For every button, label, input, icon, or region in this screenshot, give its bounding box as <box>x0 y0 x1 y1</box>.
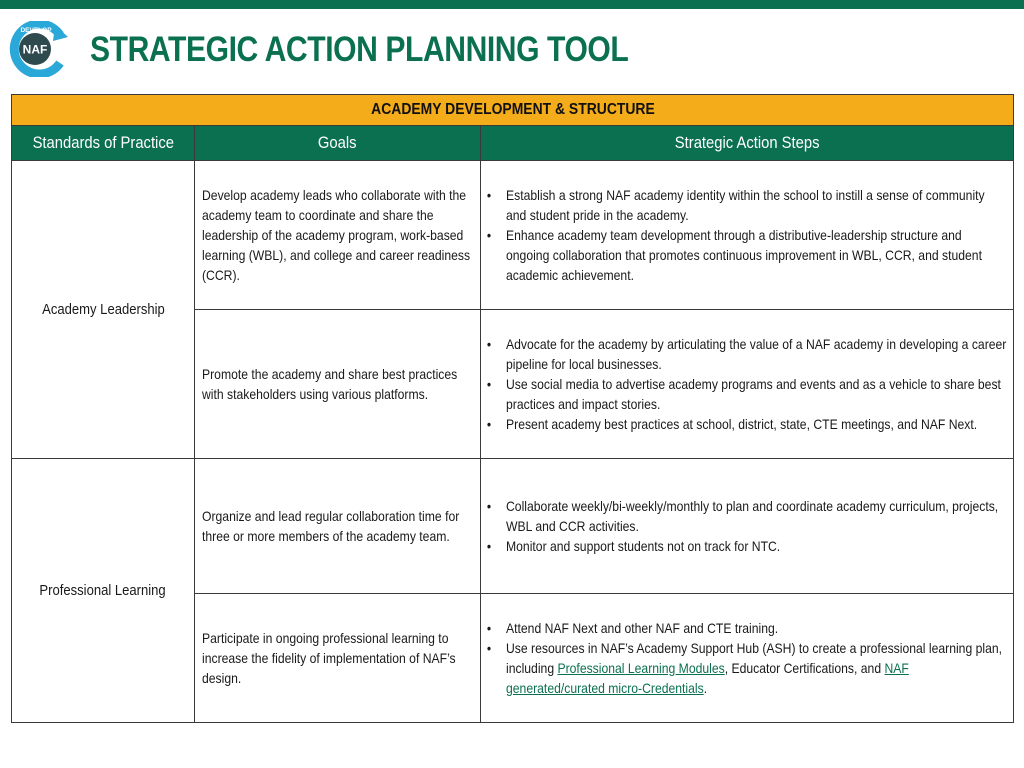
goal-cell: Participate in ongoing professional learning to increase the fidelity of implementation of NAF’s design. <box>195 594 481 723</box>
page-title: STRATEGIC ACTION PLANNING TOOL <box>90 30 629 69</box>
column-header-standards: Standards of Practice <box>12 126 195 161</box>
table-row <box>12 161 1014 310</box>
section-title-band <box>12 95 1014 126</box>
section-title: ACADEMY DEVELOPMENT & STRUCTURE <box>370 101 655 118</box>
column-header-goals: Goals <box>195 126 481 161</box>
standard-professional-learning: Professional Learning <box>12 459 195 723</box>
micro-credentials-link[interactable]: NAF generated/curated micro-Credentials <box>506 660 909 696</box>
list-item: • Attend NAF Next and other NAF and CTE training. <box>486 618 1007 638</box>
top-accent-bar <box>0 0 1024 9</box>
list-item: • Enhance academy team development through a distributive-leadership structure and ongoing collaboration that promotes continuous improvement in WBL, CCR, and student academic achievement. <box>486 225 1007 285</box>
logo-center-text: NAF <box>22 42 48 57</box>
logo-top-text: DEVELOP <box>20 27 52 34</box>
steps-cell <box>481 161 1014 310</box>
action-planning-table <box>11 94 1013 723</box>
professional-learning-modules-link[interactable]: Professional Learning Modules <box>557 660 725 676</box>
table-row <box>12 459 1014 594</box>
steps-cell <box>481 594 1014 723</box>
goal-cell: Promote the academy and share best practices with stakeholders using various platforms. <box>195 310 481 459</box>
list-item: • Use social media to advertise academy programs and events and as a vehicle to share best practices and impact stories. <box>486 374 1007 414</box>
column-header-action-steps: Strategic Action Steps <box>481 126 1014 161</box>
list-item: • Monitor and support students not on track for NTC. <box>486 536 1007 556</box>
list-item: • Present academy best practices at school, district, state, CTE meetings, and NAF Next. <box>486 414 1007 434</box>
list-item: • Use resources in NAF’s Academy Support Hub (ASH) to create a professional learning plan, including Professional Learning Modules, Educator Certifications, and NAF generated/curated micro-Credentials. <box>486 638 1007 698</box>
list-item: • Advocate for the academy by articulating the value of a NAF academy in developing a career pipeline for local businesses. <box>486 334 1007 374</box>
goal-cell: Organize and lead regular collaboration time for three or more members of the academy team. <box>195 459 481 594</box>
standard-academy-leadership: Academy Leadership <box>12 161 195 459</box>
goal-cell: Develop academy leads who collaborate with the academy team to coordinate and share the leadership of the academy program, work-based learning (WBL), and college and career readiness (CCR). <box>195 161 481 310</box>
steps-cell <box>481 310 1014 459</box>
naf-develop-logo <box>8 21 68 77</box>
steps-cell <box>481 459 1014 594</box>
list-item: • Collaborate weekly/bi-weekly/monthly to plan and coordinate academy curriculum, projects, WBL and CCR activities. <box>486 496 1007 536</box>
list-item: • Establish a strong NAF academy identity within the school to instill a sense of community and student pride in the academy. <box>486 185 1007 225</box>
